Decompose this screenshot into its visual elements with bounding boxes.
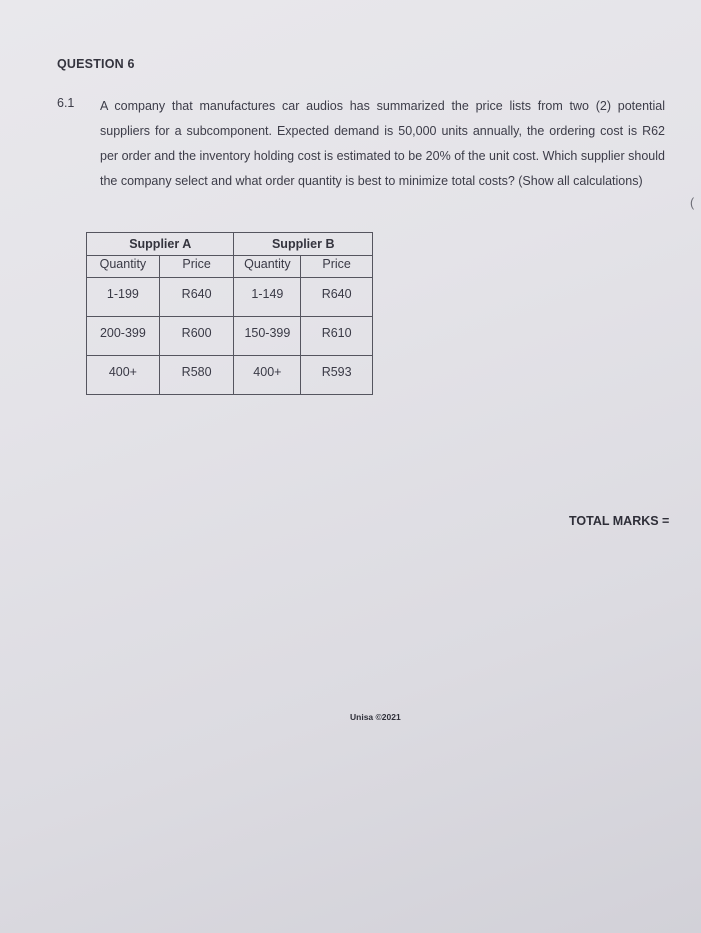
table-cell: 200-399 xyxy=(87,317,160,356)
table-cell: R640 xyxy=(159,278,234,317)
column-header: Quantity xyxy=(87,256,160,278)
table-cell: R580 xyxy=(159,356,234,395)
table-row xyxy=(87,356,373,395)
question-title: QUESTION 6 xyxy=(57,57,135,71)
table-row xyxy=(87,317,373,356)
footer-copyright: Unisa ©2021 xyxy=(350,712,401,722)
question-marks: ( xyxy=(690,196,695,210)
table-cell: R593 xyxy=(301,356,373,395)
supplier-b-header: Supplier B xyxy=(234,233,373,256)
table-cell: R610 xyxy=(301,317,373,356)
price-table xyxy=(86,232,373,395)
question-number: 6.1 xyxy=(57,96,75,110)
table-cell: 1-199 xyxy=(87,278,160,317)
table-row xyxy=(87,278,373,317)
table-cell: R600 xyxy=(159,317,234,356)
supplier-a-header: Supplier A xyxy=(87,233,234,256)
column-header: Quantity xyxy=(234,256,301,278)
question-text: A company that manufactures car audios has summarized the price lists from two (2) potential suppliers for a subcomponent. Expected demand is 50,000 units annually, the ordering cost is R62 per order and the inventory holding cost is estimated to be 20% of the unit cost. Which supplier should the company select and what order quantity is best to minimize total costs? (Show all calculations) xyxy=(100,99,665,188)
table-cell: 150-399 xyxy=(234,317,301,356)
table-cell: 1-149 xyxy=(234,278,301,317)
table-cell: 400+ xyxy=(234,356,301,395)
table-cell: R640 xyxy=(301,278,373,317)
column-header: Price xyxy=(159,256,234,278)
column-header: Price xyxy=(301,256,373,278)
total-marks: TOTAL MARKS = xyxy=(569,514,670,528)
table-cell: 400+ xyxy=(87,356,160,395)
